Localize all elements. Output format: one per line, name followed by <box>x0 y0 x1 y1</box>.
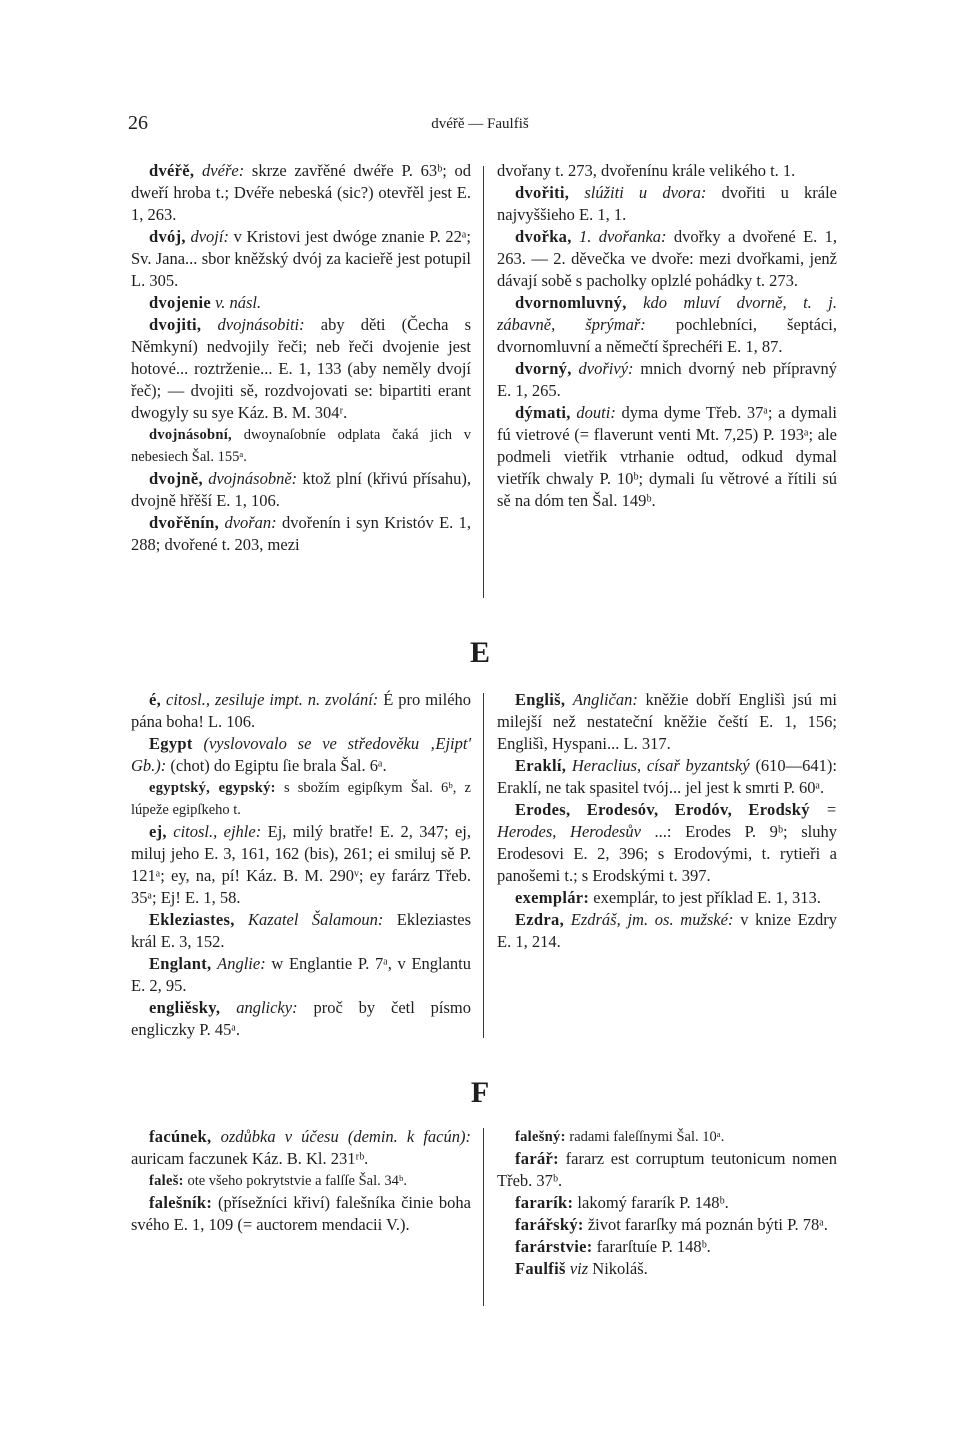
column-divider <box>483 693 484 1038</box>
dictionary-entry <box>131 424 471 468</box>
entry-text: dvořenín i syn Kristóv E. 1, 288; dvořené t. 203, mezi <box>131 513 471 554</box>
column-right-f <box>497 1126 837 1280</box>
entry-gloss: viz <box>569 1259 589 1278</box>
entry-headword: ej, <box>149 822 167 841</box>
dictionary-entry <box>131 314 471 424</box>
entry-text: dvořany t. 273, dvořenínu krále velikého t. 1. <box>497 161 796 180</box>
dictionary-entry <box>131 292 471 314</box>
entry-headword: farářský: <box>515 1215 584 1234</box>
dictionary-entry <box>131 909 471 953</box>
entry-text: dvořiti u krále najvyššieho E. 1, 1. <box>497 183 838 224</box>
entry-gloss: dvořivý: <box>578 359 634 378</box>
entry-text: ktož plní (křivú přísahu), dvojně hřěší E. 1, 106. <box>131 469 472 510</box>
entry-headword: dvořiti, <box>515 183 570 202</box>
dictionary-entry <box>131 512 471 556</box>
entry-headword: dvořěnín, <box>149 513 220 532</box>
entry-text: skrze zavřěné dwéře P. 63ᵇ; od dweří hroba t.; Dvéře nebeská (sic?) otevřěl jest E. 1, 263. <box>131 161 472 224</box>
entry-headword: Eraklí, <box>515 756 567 775</box>
entry-headword: exemplár: <box>515 888 590 907</box>
column-left-d <box>131 160 471 556</box>
entry-headword: Erodes, Erodesóv, Erodóv, Erodský <box>515 800 810 819</box>
entry-headword: Ekleziastes, <box>149 910 235 929</box>
dictionary-entry <box>131 777 471 821</box>
dictionary-entry <box>131 733 471 777</box>
entry-headword: dvéřě, <box>149 161 195 180</box>
entry-text: ote všeho pokrytstvie a falſſe Šal. 34ᵇ. <box>187 1173 407 1189</box>
entry-gloss: dvořan: <box>224 513 277 532</box>
entry-gloss: (vyslovovalo se ve středověku ‚Ejipt' Gb.): <box>131 734 471 775</box>
dictionary-entry <box>497 887 837 909</box>
entry-gloss: citosl., ejhle: <box>173 822 262 841</box>
dictionary-entry <box>131 997 471 1041</box>
entry-text: v knize Ezdry E. 1, 214. <box>497 910 838 951</box>
entry-text: mnich dvorný neb přípravný E. 1, 265. <box>497 359 838 400</box>
entry-headword: dvorný, <box>515 359 572 378</box>
dictionary-entry <box>497 1148 837 1192</box>
entry-headword: é, <box>149 690 162 709</box>
entry-text: fararſtuíe P. 148ᵇ. <box>596 1237 711 1256</box>
dictionary-entry <box>497 182 837 226</box>
column-right-e <box>497 689 837 953</box>
entry-text: ...: Erodes P. 9ᵇ; sluhy Erodesovi E. 2, 396; s Erodovými, t. rytieři a panošemi t.; s Erodskými t. 397. <box>497 822 837 885</box>
dictionary-entry <box>497 799 837 887</box>
entry-text: Ekleziastes král E. 3, 152. <box>131 910 471 951</box>
dictionary-entry <box>131 226 471 292</box>
dictionary-entry <box>497 1236 837 1258</box>
entry-text: dvořky a dvořené E. 1, 263. — 2. děvečka ve dvoře: mezi dvořkami, jenž dávají sobě s pacholky oplzlé pohádky t. 273. <box>497 227 838 290</box>
entry-text: w Englantie P. 7ᵃ, v Englantu E. 2, 95. <box>131 954 472 995</box>
dictionary-entry <box>131 160 471 226</box>
entry-headword: dvojně, <box>149 469 203 488</box>
column-divider <box>483 166 484 598</box>
entry-text: radami faleſſnymi Šal. 10ᵃ. <box>569 1129 725 1145</box>
dictionary-entry <box>497 226 837 292</box>
entry-gloss: Anglie: <box>217 954 266 973</box>
dictionary-entry <box>131 468 471 512</box>
entry-headword: dvornomluvný, <box>515 293 627 312</box>
entry-text: život fararſky má poznán býti P. 78ᵃ. <box>587 1215 828 1234</box>
entry-headword: falešník: <box>149 1193 213 1212</box>
entry-headword: dvojenie <box>149 293 211 312</box>
dictionary-entry <box>497 1214 837 1236</box>
section-letter-f: F <box>470 1076 490 1109</box>
entry-gloss: slúžiti u dvora: <box>584 183 707 202</box>
entry-headword: engliěsky, <box>149 998 221 1017</box>
entry-text: aby děti (Čecha s Němkyní) nedvojily řeči; neb řeči dvojenie jest hotové... roztrženie... E. 1, 133 (aby neměly dvojí řeč); — dvojiti sě, rozdvojovati se: bipartiti erant dwogyly su sye Káz. B. M. 304ʳ. <box>131 315 471 422</box>
dictionary-entry <box>497 755 837 799</box>
entry-text: pochlebníci, šeptáci, dvornomluvní a němečtí šprechéři E. 1, 87. <box>497 315 837 356</box>
entry-text: exemplár, to jest příklad E. 1, 313. <box>593 888 821 907</box>
entry-headword: dvořka, <box>515 227 572 246</box>
entry-gloss: kdo mluví dvorně, t. j. zábavně, šprýmař: <box>497 293 838 334</box>
entry-text: kněžie dobří Englišì jsú mi milejší než nestateční kněžie čeští E. 1, 156; Englišì, Hyspani... L. 317. <box>497 690 838 753</box>
entry-headword: farárstvie: <box>515 1237 593 1256</box>
entry-headword: falešný: <box>515 1129 566 1145</box>
dictionary-entry <box>497 689 837 755</box>
entry-text: proč by četl písmo engliczky P. 45ᵃ. <box>131 998 472 1039</box>
dictionary-entry <box>497 909 837 953</box>
entry-text: (610—641): Eraklí, ne tak spasitel tvój... jel jest k smrti P. 60ᵃ. <box>497 756 838 797</box>
dictionary-entry <box>497 160 837 182</box>
dictionary-entry <box>497 1126 837 1148</box>
entry-text: É pro milého pána boha! L. 106. <box>131 690 472 731</box>
entry-gloss: v. násl. <box>215 293 262 312</box>
entry-gloss: douti: <box>576 403 616 422</box>
dictionary-entry <box>497 292 837 358</box>
entry-text: (chot) do Egiptu ſie brala Šal. 6ᵃ. <box>170 756 387 775</box>
entry-text: Nikoláš. <box>592 1259 648 1278</box>
entry-headword: egyptský, egypský: <box>149 780 276 796</box>
entry-headword: dvojiti, <box>149 315 202 334</box>
dictionary-entry <box>497 1258 837 1280</box>
dictionary-entry <box>131 953 471 997</box>
entry-gloss: dvojnásobně: <box>208 469 298 488</box>
entry-gloss: citosl., zesiluje impt. n. zvolání: <box>166 690 379 709</box>
entry-gloss: Kazatel Šalamoun: <box>248 910 384 929</box>
entry-text: Ej, milý bratře! E. 2, 347; ej, miluj jeho E. 3, 161, 162 (bis), 261; ei smiluj sě P. 121ᵃ; ey, na, pí! Káz. B. M. 290ᵛ; ey farárz Třeb. 35ᵃ; Ej! E. 1, 58. <box>131 822 472 907</box>
entry-text: auricam faczunek Káz. B. Kl. 231ʳᵇ. <box>131 1149 369 1168</box>
column-left-e <box>131 689 471 1041</box>
entry-headword: faleš: <box>149 1173 184 1189</box>
entry-text: v Kristovi jest dwóge znanie P. 22ᵃ; Sv. Jana... sbor kněžský dvój za kacieřě jest potupil L. 305. <box>131 227 471 290</box>
entry-gloss: dvojnásobiti: <box>217 315 305 334</box>
entry-text: fararz est corruptum teutonicum nomen Třeb. 37ᵇ. <box>497 1149 838 1190</box>
dictionary-entry <box>497 1192 837 1214</box>
entry-gloss: Angličan: <box>572 690 638 709</box>
entry-headword: dýmati, <box>515 403 571 422</box>
entry-gloss: Ezdráš, jm. os. mužské: <box>570 910 734 929</box>
dictionary-entry <box>497 402 837 512</box>
entry-headword: Engliš, <box>515 690 566 709</box>
entry-text: dwoynaſobníe odplata čaká jich v nebesiech Šal. 155ᵃ. <box>131 427 471 465</box>
entry-gloss: = Herodes, Herodesův <box>497 800 837 841</box>
entry-headword: facúnek, <box>149 1127 212 1146</box>
dictionary-entry <box>131 1192 471 1236</box>
dictionary-entry <box>131 1126 471 1170</box>
entry-text: dyma dyme Třeb. 37ᵃ; a dymali fú vietrové (= flaverunt venti Mt. 7,25) P. 193ᵃ; ale podmeli vietřik vtrhanie odtud, odkud dymal vietřík chwaly P. 10ᵇ; dymali ſu větrové a řítili sú sě na dóm ten Šal. 149ᵇ. <box>497 403 837 510</box>
page-header <box>0 112 960 140</box>
entry-text: lakomý fararík P. 148ᵇ. <box>577 1193 729 1212</box>
entry-headword: fararík: <box>515 1193 574 1212</box>
entry-text: (přísežníci křiví) falešníka činie boha svého E. 1, 109 (= auctorem mendacii V.). <box>131 1193 471 1234</box>
entry-gloss: Heraclius, císař byzantský <box>571 756 750 775</box>
entry-gloss: dvéře: <box>202 161 245 180</box>
entry-gloss: dvojí: <box>190 227 229 246</box>
entry-headword: dvój, <box>149 227 186 246</box>
column-left-f <box>131 1126 471 1236</box>
entry-gloss: ozdůbka v účesu (demin. k facún): <box>220 1127 471 1146</box>
dictionary-entry <box>131 689 471 733</box>
page-number: 26 <box>128 112 148 134</box>
entry-headword: dvojnásobní, <box>149 427 232 443</box>
section-letter-e: E <box>469 636 490 669</box>
entry-text: s sbožím egipſkym Šal. 6ᵇ, z lúpeže egipſkeho t. <box>131 780 471 818</box>
entry-headword: farář: <box>515 1149 559 1168</box>
column-right-d <box>497 160 837 512</box>
dictionary-entry <box>131 1170 471 1192</box>
entry-headword: Ezdra, <box>515 910 565 929</box>
running-head: dvéřě — Faulfiš <box>431 116 529 132</box>
entry-gloss: 1. dvořanka: <box>579 227 667 246</box>
entry-headword: Englant, <box>149 954 212 973</box>
entry-headword: Faulfiš <box>515 1259 566 1278</box>
entry-headword: Egypt <box>149 734 193 753</box>
dictionary-entry <box>131 821 471 909</box>
dictionary-entry <box>497 358 837 402</box>
entry-gloss: anglicky: <box>236 998 298 1017</box>
column-divider <box>483 1128 484 1306</box>
